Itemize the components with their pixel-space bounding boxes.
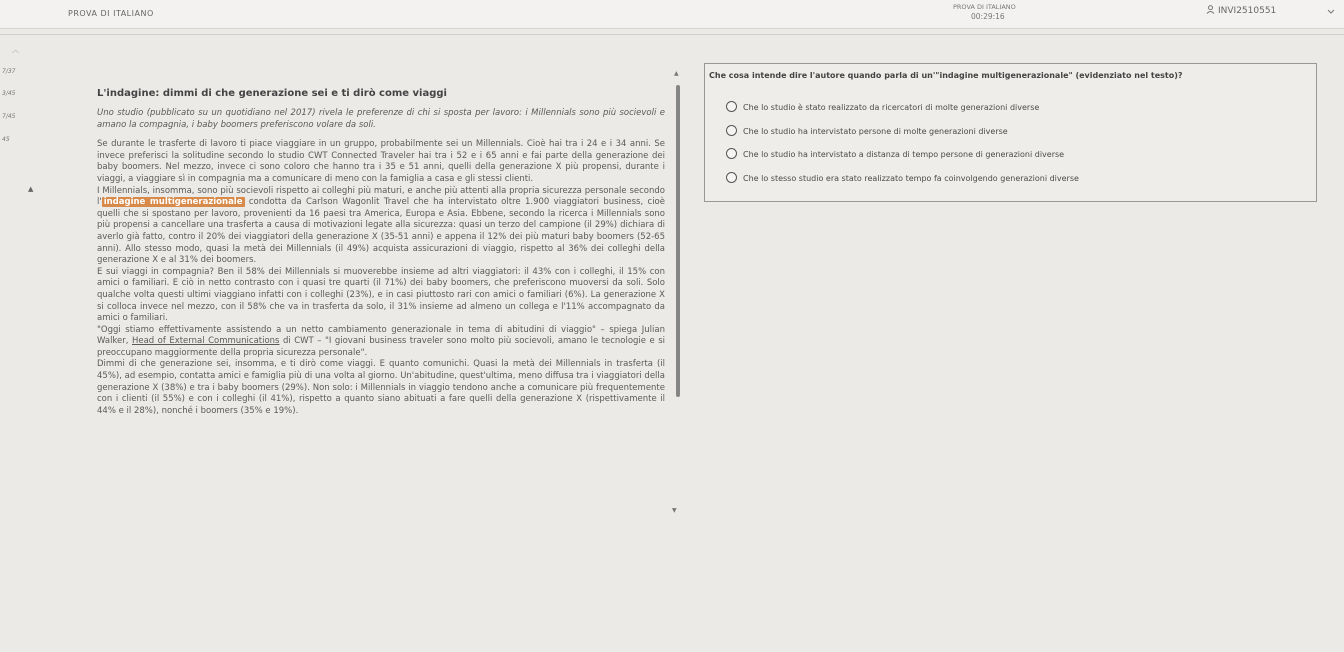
answer-option[interactable] — [726, 125, 1008, 136]
option-label: Che lo studio è stato realizzato da ricercatori di molte generazioni diverse — [743, 103, 1040, 112]
passage-paragraph: E sui viaggi in compagnia? Ben il 58% dei Millennials si muoverebbe insieme ad altri viaggiatori: il 43% con i colleghi, il 15% con amici o familiari. E ciò in netto contrasto con i quasi tre quarti (il 71%) dei baby boomers, che preferiscono muoversi da soli. Solo qualche volta questi ultimi viaggiano infatti con i colleghi (23%), e in casi piuttosto rari con amici o familiari (6%). La generazione X si colloca invece nel mezzo, con il 58% che va in trasferta da solo, il 31% insieme ad almeno un collega e l'11% accompagnato da amici o familiari. — [97, 266, 665, 324]
nav-scroll-up-icon[interactable]: ▲ — [28, 185, 34, 193]
option-label: Che lo stesso studio era stato realizzato tempo fa coinvolgendo generazioni diverse — [743, 174, 1079, 183]
passage-text — [97, 108, 665, 417]
passage-title: L'indagine: dimmi di che generazione sei e ti dirò come viaggi — [97, 88, 447, 99]
paragraph-text: I Millennials, insomma, sono più socievoli rispetto ai colleghi più maturi, e anche più attenti alla propria sicurezza personale secondo l' — [97, 185, 665, 208]
nav-item[interactable]: 45 — [2, 136, 10, 143]
question-text: Che cosa intende dire l'autore quando parla di un'"indagine multigenerazionale" (evidenziato nel testo)? — [709, 71, 1183, 80]
nav-item[interactable]: 3/45 — [2, 90, 16, 97]
exam-label: PROVA DI ITALIANO — [953, 3, 1016, 11]
paragraph-text: condotta da Carlson Wagonlit Travel che ha intervistato oltre 1.900 viaggiatori business, cioè quelli che si spostano per lavoro, provenienti da 16 paesi tra America, Europa e Asia. Ebbene, secondo la ricerca i Millennials sono più propensi a cancellare una trasferta a causa di motivazioni legate alla sicurezza: quasi un terzo del campione (il 29%) dichiara di averlo già fatto, contro il 20% dei viaggiatori della generazione X (35-51 anni) e appena il 12% dei più maturi baby boomers (52-65 anni). Allo stesso modo, quasi la metà dei Millennials (il 49%) acquista assicurazioni di viaggio, rispetto al 36% dei colleghi della generazione X e al 31% dei boomers. — [97, 197, 665, 266]
paragraph-text: "Oggi stiamo effettivamente assistendo a un netto cambiamento generazionale in tema di abitudini di viaggio" – spiega Julian Walker, — [97, 324, 665, 347]
user-id: INVI2510551 — [1218, 6, 1277, 16]
scroll-down-icon[interactable]: ▼ — [672, 507, 677, 514]
radio-button[interactable] — [726, 148, 737, 159]
passage-paragraph: Dimmi di che generazione sei, insomma, e ti dirò come viaggi. E quanto comunichi. Quasi la metà dei Millennials in trasferta (il 45%), ad esempio, contatta amici e famiglia più di una volta al giorno. Un'abitudine, quest'ultima, meno diffusa tra i viaggiatori della generazione X (38%) e tra i baby boomers (29%). Non solo: i Millennials in viaggio tendono anche a comunicare più frequentemente con i clienti (il 55%) e con i colleghi (il 41%), rispetto a quanto siano abituati a fare quelli della generazione X (rispettivamente il 44% e il 28%), nonché i boomers (35% e 19%). — [97, 359, 665, 416]
chevron-down-icon[interactable] — [1326, 6, 1336, 16]
radio-button[interactable] — [726, 172, 737, 183]
scrollbar-thumb[interactable] — [676, 85, 680, 397]
question-panel — [704, 63, 1317, 202]
app-title: PROVA DI ITALIANO — [68, 9, 154, 18]
header-divider — [0, 34, 1344, 35]
scroll-up-icon[interactable]: ▲ — [674, 70, 679, 77]
radio-button[interactable] — [726, 125, 737, 136]
glossary-link[interactable]: Head of External Communications — [131, 336, 280, 347]
exam-info — [953, 3, 1016, 21]
option-label: Che lo studio ha intervistato a distanza di tempo persone di generazioni diverse — [743, 150, 1065, 159]
nav-up-icon[interactable]: ︿ — [12, 46, 19, 54]
question-nav — [0, 36, 40, 206]
answer-option[interactable] — [726, 172, 1079, 183]
top-bar — [0, 0, 1344, 29]
nav-item[interactable]: 7/37 — [2, 68, 16, 75]
reading-passage — [70, 68, 680, 520]
user-icon — [1206, 5, 1215, 14]
passage-paragraph — [97, 325, 665, 360]
nav-item[interactable]: 7/45 — [2, 113, 16, 120]
passage-paragraph — [97, 186, 665, 267]
answer-option[interactable] — [726, 148, 1064, 159]
timer: 00:29:16 — [971, 12, 1005, 21]
answer-option[interactable] — [726, 101, 1039, 112]
paragraph-text: di CWT – "I giovani business traveler sono molto più socievoli, amano le tecnologie e si preoccupano maggiormente della propria sicurezza personale". — [97, 336, 665, 358]
option-label: Che lo studio ha intervistato persone di molte generazioni diverse — [743, 127, 1008, 136]
highlighted-term: indagine multigenerazionale — [103, 197, 243, 208]
passage-paragraph: Se durante le trasferte di lavoro ti piace viaggiare in un gruppo, probabilmente sei un Millennials. Cioè hai tra i 24 e i 34 anni. Se invece preferisci la solitudine secondo lo studio CWT Connected Traveler hai tra i 52 e i 65 anni e fai parte della generazione dei baby boomers. Nel mezzo, invece ci sono coloro che hanno tra i 35 e 51 anni, quelli della generazione X più propensi, durante i viaggi, a viaggiare sì in compagnia ma a comunicare di meno con la famiglia a casa e gli stessi clienti. — [97, 139, 665, 184]
user-badge — [1206, 5, 1276, 16]
radio-button[interactable] — [726, 101, 737, 112]
passage-intro: Uno studio (pubblicato su un quotidiano nel 2017) rivela le preferenze di chi si sposta per lavoro: i Millennials sono più socievoli e amano la compagnia, i baby boomers preferiscono volare da soli. — [97, 108, 665, 130]
